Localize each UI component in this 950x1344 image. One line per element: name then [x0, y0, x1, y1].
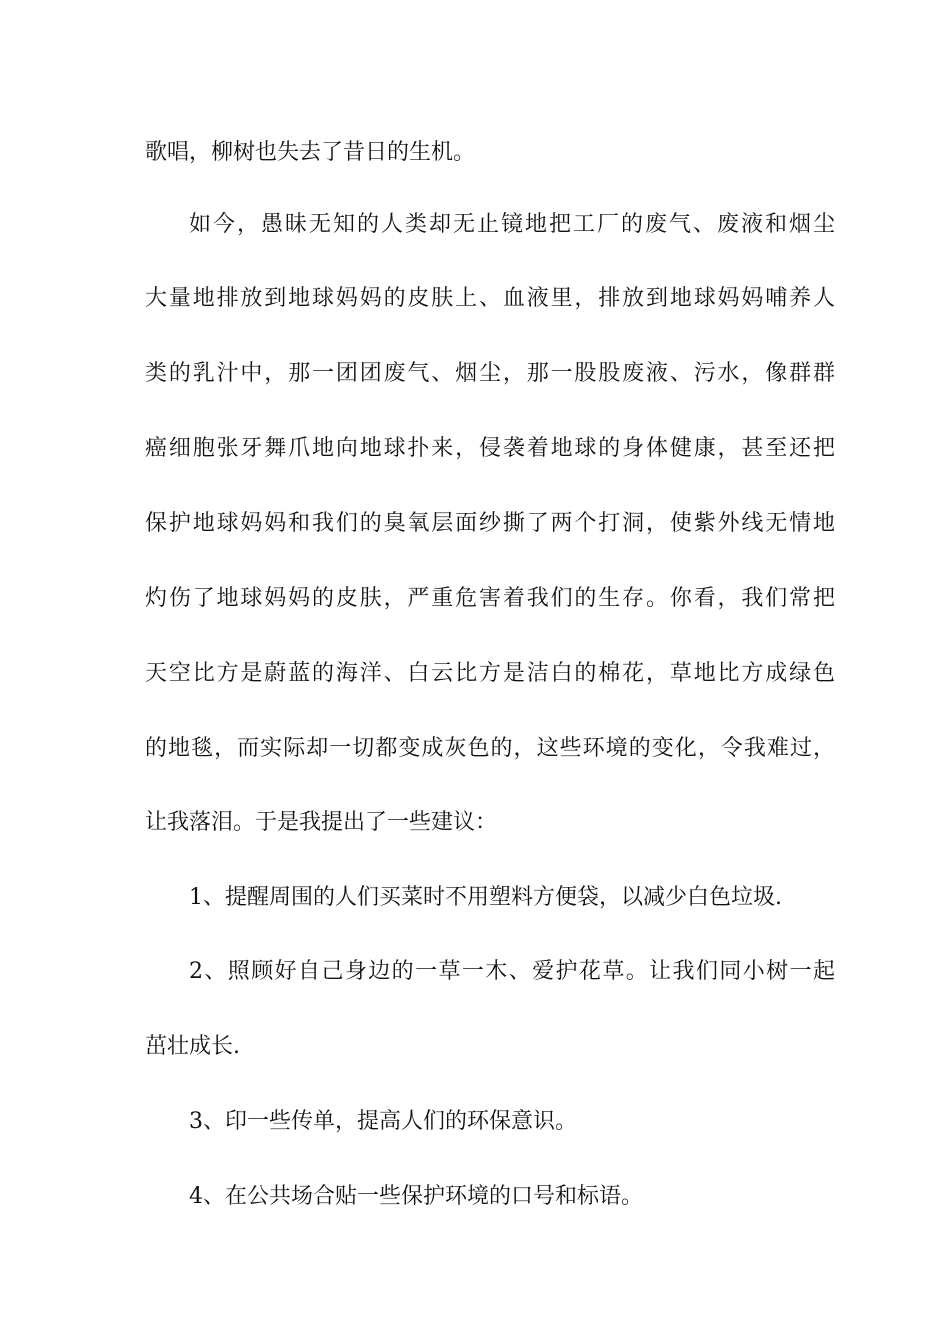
list-item: 1、提醒周围的人们买菜时不用塑料方便袋，以减少白色垃圾.: [189, 885, 782, 910]
paragraph-line: 歌唱，柳树也失去了昔日的生机。: [145, 140, 476, 165]
paragraph-line: 保护地球妈妈和我们的臭氧层面纱撕了两个打洞，使紫外线无情地: [145, 511, 835, 536]
paragraph-line: 天空比方是蔚蓝的海洋、白云比方是洁白的棉花，草地比方成绿色: [145, 661, 835, 686]
list-item: 4、在公共场合贴一些保护环境的口号和标语。: [189, 1184, 643, 1209]
paragraph-line: 灼伤了地球妈妈的皮肤，严重危害着我们的生存。你看，我们常把: [145, 586, 835, 611]
list-item: 3、印一些传单，提高人们的环保意识。: [189, 1109, 577, 1134]
paragraph-line: 大量地排放到地球妈妈的皮肤上、血液里，排放到地球妈妈哺养人: [145, 286, 835, 311]
paragraph-line: 如今，愚昧无知的人类却无止镜地把工厂的废气、废液和烟尘: [189, 212, 835, 237]
list-item-continuation: 茁壮成长.: [145, 1034, 240, 1059]
list-item: 2、照顾好自己身边的一草一木、爱护花草。让我们同小树一起: [189, 959, 835, 984]
paragraph-line: 的地毯，而实际却一切都变成灰色的，这些环境的变化，令我难过，: [145, 736, 835, 761]
paragraph-line: 类的乳汁中，那一团团废气、烟尘，那一股股废液、污水，像群群: [145, 361, 835, 386]
paragraph-line: 让我落泪。于是我提出了一些建议：: [145, 810, 498, 835]
paragraph-line: 癌细胞张牙舞爪地向地球扑来，侵袭着地球的身体健康，甚至还把: [145, 436, 835, 461]
